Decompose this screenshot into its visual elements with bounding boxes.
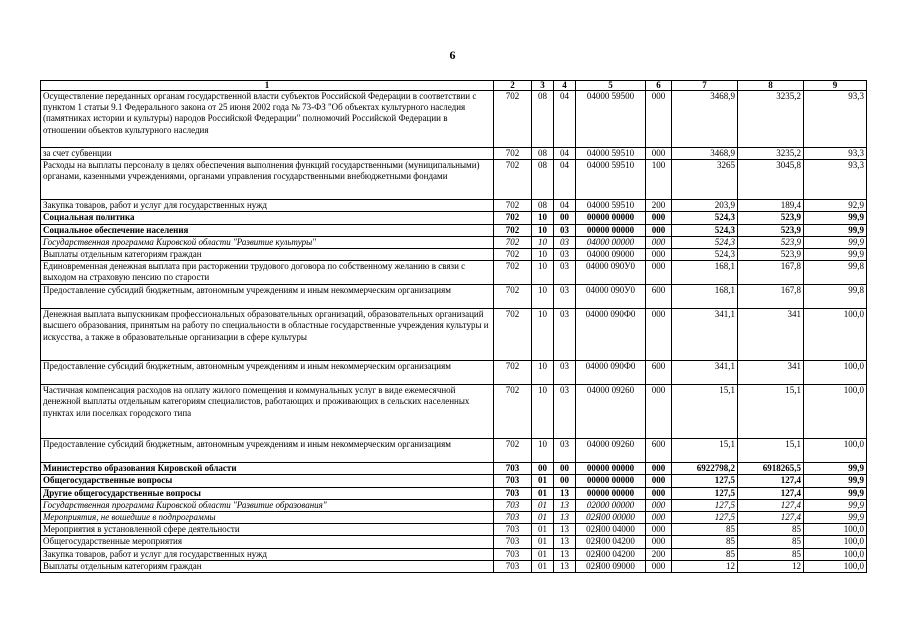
expense-name: Осуществление переданных органам государственной власти субъектов Российской Федерации в соответствии с пунктом 1 статьи 9.1 Федерального закона от 25 июня 2002 года № 73-ФЗ "Об объектах культурного наследия (памятниках истории и культуры) народов Российской Федерации" полномочий Российской Федерации в отношении объектов культурного наследия xyxy=(41,91,494,148)
executed-amount: 85 xyxy=(738,524,804,536)
execution-percent: 99,9 xyxy=(804,249,867,261)
expense-name: Предоставление субсидий бюджетным, автономным учреждениям и иным некоммерческим организациям xyxy=(41,285,494,309)
column-number-2: 2 xyxy=(494,81,532,91)
executed-amount: 15,1 xyxy=(738,385,804,439)
table-row xyxy=(41,200,867,212)
ministry-code: 702 xyxy=(494,285,532,309)
executed-amount: 523,9 xyxy=(738,212,804,224)
subsection-code: 04 xyxy=(554,160,576,200)
section-code: 10 xyxy=(532,439,554,463)
subsection-code: 00 xyxy=(554,463,576,475)
section-code: 10 xyxy=(532,309,554,361)
executed-amount: 189,4 xyxy=(738,200,804,212)
execution-percent: 100,0 xyxy=(804,309,867,361)
execution-percent: 99,9 xyxy=(804,475,867,487)
subsection-code: 03 xyxy=(554,385,576,439)
ministry-code: 703 xyxy=(494,499,532,511)
section-code: 10 xyxy=(532,261,554,285)
expense-name: Выплаты отдельным категориям граждан xyxy=(41,249,494,261)
subsection-code: 03 xyxy=(554,439,576,463)
execution-percent: 99,8 xyxy=(804,261,867,285)
subsection-code: 13 xyxy=(554,512,576,524)
expense-type-code: 000 xyxy=(646,560,672,572)
expense-type-code: 000 xyxy=(646,309,672,361)
column-number-5: 5 xyxy=(576,81,646,91)
table-row xyxy=(41,475,867,487)
ministry-code: 703 xyxy=(494,536,532,548)
target-article-code: 04000 090Ф0 xyxy=(576,361,646,385)
subsection-code: 04 xyxy=(554,91,576,148)
subsection-code: 13 xyxy=(554,487,576,499)
expense-type-code: 100 xyxy=(646,160,672,200)
ministry-code: 703 xyxy=(494,475,532,487)
section-code: 10 xyxy=(532,361,554,385)
expense-type-code: 000 xyxy=(646,463,672,475)
expense-type-code: 000 xyxy=(646,385,672,439)
ministry-code: 702 xyxy=(494,160,532,200)
subsection-code: 13 xyxy=(554,499,576,511)
target-article-code: 04000 59500 xyxy=(576,91,646,148)
planned-amount: 15,1 xyxy=(672,439,738,463)
planned-amount: 85 xyxy=(672,536,738,548)
subsection-code: 03 xyxy=(554,236,576,248)
ministry-code: 702 xyxy=(494,91,532,148)
target-article-code: 02Я00 04200 xyxy=(576,548,646,560)
subsection-code: 04 xyxy=(554,200,576,212)
column-number-3: 3 xyxy=(532,81,554,91)
subsection-code: 13 xyxy=(554,548,576,560)
target-article-code: 00000 00000 xyxy=(576,487,646,499)
table-body xyxy=(41,81,867,573)
execution-percent: 99,8 xyxy=(804,285,867,309)
expense-name: Социальное обеспечение населения xyxy=(41,224,494,236)
target-article-code: 00000 00000 xyxy=(576,463,646,475)
table-row xyxy=(41,91,867,148)
ministry-code: 703 xyxy=(494,487,532,499)
execution-percent: 93,3 xyxy=(804,91,867,148)
table-row xyxy=(41,512,867,524)
subsection-code: 03 xyxy=(554,285,576,309)
budget-table xyxy=(40,80,867,573)
subsection-code: 03 xyxy=(554,361,576,385)
executed-amount: 3235,2 xyxy=(738,148,804,160)
target-article-code: 04000 09000 xyxy=(576,249,646,261)
expense-type-code: 000 xyxy=(646,148,672,160)
section-code: 01 xyxy=(532,499,554,511)
execution-percent: 93,3 xyxy=(804,160,867,200)
target-article-code: 04000 09260 xyxy=(576,385,646,439)
target-article-code: 04000 59510 xyxy=(576,160,646,200)
executed-amount: 6918265,5 xyxy=(738,463,804,475)
ministry-code: 702 xyxy=(494,224,532,236)
executed-amount: 85 xyxy=(738,536,804,548)
execution-percent: 100,0 xyxy=(804,560,867,572)
table-row xyxy=(41,560,867,572)
executed-amount: 127,4 xyxy=(738,475,804,487)
subsection-code: 03 xyxy=(554,309,576,361)
expense-name: Общегосударственные вопросы xyxy=(41,475,494,487)
column-number-1: 1 xyxy=(41,81,494,91)
executed-amount: 523,9 xyxy=(738,249,804,261)
table-row xyxy=(41,249,867,261)
planned-amount: 203,9 xyxy=(672,200,738,212)
executed-amount: 15,1 xyxy=(738,439,804,463)
subsection-code: 13 xyxy=(554,536,576,548)
target-article-code: 02Я00 04000 xyxy=(576,524,646,536)
planned-amount: 85 xyxy=(672,548,738,560)
ministry-code: 703 xyxy=(494,548,532,560)
planned-amount: 127,5 xyxy=(672,499,738,511)
expense-type-code: 200 xyxy=(646,548,672,560)
section-code: 10 xyxy=(532,224,554,236)
executed-amount: 127,4 xyxy=(738,499,804,511)
execution-percent: 92,9 xyxy=(804,200,867,212)
execution-percent: 99,9 xyxy=(804,212,867,224)
table-row xyxy=(41,148,867,160)
table-row xyxy=(41,212,867,224)
planned-amount: 3265 xyxy=(672,160,738,200)
executed-amount: 127,4 xyxy=(738,487,804,499)
expense-name: Единовременная денежная выплата при расторжении трудового договора по собственному желанию в связи с выходом на страховую пенсию по старости xyxy=(41,261,494,285)
planned-amount: 168,1 xyxy=(672,261,738,285)
expense-type-code: 000 xyxy=(646,475,672,487)
target-article-code: 00000 00000 xyxy=(576,475,646,487)
ministry-code: 703 xyxy=(494,560,532,572)
table-row xyxy=(41,487,867,499)
section-code: 01 xyxy=(532,512,554,524)
subsection-code: 00 xyxy=(554,475,576,487)
target-article-code: 04000 090Ф0 xyxy=(576,309,646,361)
subsection-code: 03 xyxy=(554,261,576,285)
expense-name: Частичная компенсация расходов на оплату жилого помещения и коммунальных услуг в виде ежемесячной денежной выплаты отдельным категориям специалистов, работающих и проживающих в сельских населенных пунктах или поселках городского типа xyxy=(41,385,494,439)
planned-amount: 15,1 xyxy=(672,385,738,439)
target-article-code: 02000 00000 xyxy=(576,499,646,511)
expense-name: Социальная политика xyxy=(41,212,494,224)
expense-type-code: 200 xyxy=(646,200,672,212)
executed-amount: 85 xyxy=(738,548,804,560)
planned-amount: 12 xyxy=(672,560,738,572)
executed-amount: 3235,2 xyxy=(738,91,804,148)
table-row xyxy=(41,524,867,536)
section-code: 01 xyxy=(532,536,554,548)
expense-name: Государственная программа Кировской области "Развитие образования" xyxy=(41,499,494,511)
section-code: 10 xyxy=(532,285,554,309)
table-row xyxy=(41,385,867,439)
planned-amount: 524,3 xyxy=(672,224,738,236)
expense-type-code: 000 xyxy=(646,487,672,499)
ministry-code: 702 xyxy=(494,385,532,439)
expense-type-code: 000 xyxy=(646,536,672,548)
expense-type-code: 600 xyxy=(646,361,672,385)
expense-type-code: 000 xyxy=(646,249,672,261)
expense-name: Предоставление субсидий бюджетным, автономным учреждениям и иным некоммерческим организациям xyxy=(41,439,494,463)
table-row xyxy=(41,361,867,385)
ministry-code: 702 xyxy=(494,309,532,361)
target-article-code: 04000 090У0 xyxy=(576,285,646,309)
expense-type-code: 000 xyxy=(646,524,672,536)
section-code: 01 xyxy=(532,475,554,487)
subsection-code: 00 xyxy=(554,212,576,224)
planned-amount: 341,1 xyxy=(672,361,738,385)
table-row xyxy=(41,499,867,511)
section-code: 08 xyxy=(532,200,554,212)
expense-type-code: 000 xyxy=(646,224,672,236)
target-article-code: 00000 00000 xyxy=(576,212,646,224)
section-code: 08 xyxy=(532,91,554,148)
subsection-code: 13 xyxy=(554,524,576,536)
ministry-code: 702 xyxy=(494,439,532,463)
target-article-code: 02Я00 00000 xyxy=(576,512,646,524)
planned-amount: 168,1 xyxy=(672,285,738,309)
target-article-code: 04000 00000 xyxy=(576,236,646,248)
subsection-code: 03 xyxy=(554,224,576,236)
ministry-code: 702 xyxy=(494,212,532,224)
section-code: 08 xyxy=(532,148,554,160)
ministry-code: 702 xyxy=(494,249,532,261)
subsection-code: 13 xyxy=(554,560,576,572)
ministry-code: 703 xyxy=(494,463,532,475)
execution-percent: 99,9 xyxy=(804,487,867,499)
planned-amount: 127,5 xyxy=(672,487,738,499)
planned-amount: 524,3 xyxy=(672,212,738,224)
column-number-7: 7 xyxy=(672,81,738,91)
expense-name: Предоставление субсидий бюджетным, автономным учреждениям и иным некоммерческим организациям xyxy=(41,361,494,385)
column-number-4: 4 xyxy=(554,81,576,91)
executed-amount: 523,9 xyxy=(738,224,804,236)
execution-percent: 99,9 xyxy=(804,499,867,511)
execution-percent: 100,0 xyxy=(804,548,867,560)
table-row xyxy=(41,261,867,285)
execution-percent: 99,9 xyxy=(804,224,867,236)
section-code: 00 xyxy=(532,463,554,475)
executed-amount: 523,9 xyxy=(738,236,804,248)
execution-percent: 100,0 xyxy=(804,536,867,548)
execution-percent: 100,0 xyxy=(804,439,867,463)
section-code: 01 xyxy=(532,524,554,536)
execution-percent: 93,3 xyxy=(804,148,867,160)
ministry-code: 702 xyxy=(494,261,532,285)
target-article-code: 04000 59510 xyxy=(576,148,646,160)
target-article-code: 04000 59510 xyxy=(576,200,646,212)
table-row xyxy=(41,309,867,361)
expense-type-code: 600 xyxy=(646,285,672,309)
execution-percent: 99,9 xyxy=(804,236,867,248)
section-code: 10 xyxy=(532,249,554,261)
expense-type-code: 000 xyxy=(646,212,672,224)
execution-percent: 99,9 xyxy=(804,463,867,475)
table-row xyxy=(41,439,867,463)
ministry-code: 702 xyxy=(494,361,532,385)
target-article-code: 00000 00000 xyxy=(576,224,646,236)
expense-name: Денежная выплата выпускникам профессиональных образовательных организаций, образовательных организаций высшего образования, принятым на работу по специальности в областные государственные учреждения культуры и искусства, а также в образовательные организации в сфере культуры xyxy=(41,309,494,361)
expense-type-code: 000 xyxy=(646,91,672,148)
expense-name: Другие общегосударственные вопросы xyxy=(41,487,494,499)
target-article-code: 04000 09260 xyxy=(576,439,646,463)
table-row xyxy=(41,285,867,309)
executed-amount: 341 xyxy=(738,309,804,361)
planned-amount: 3468,9 xyxy=(672,91,738,148)
target-article-code: 02Я00 09000 xyxy=(576,560,646,572)
column-number-6: 6 xyxy=(646,81,672,91)
planned-amount: 85 xyxy=(672,524,738,536)
executed-amount: 3045,8 xyxy=(738,160,804,200)
ministry-code: 702 xyxy=(494,148,532,160)
target-article-code: 02Я00 04200 xyxy=(576,536,646,548)
planned-amount: 3468,9 xyxy=(672,148,738,160)
ministry-code: 702 xyxy=(494,236,532,248)
expense-name: Министерство образования Кировской области xyxy=(41,463,494,475)
execution-percent: 100,0 xyxy=(804,385,867,439)
table-row xyxy=(41,160,867,200)
column-number-8: 8 xyxy=(738,81,804,91)
executed-amount: 341 xyxy=(738,361,804,385)
section-code: 01 xyxy=(532,487,554,499)
planned-amount: 127,5 xyxy=(672,512,738,524)
planned-amount: 524,3 xyxy=(672,249,738,261)
expense-type-code: 000 xyxy=(646,261,672,285)
expense-name: Общегосударственные мероприятия xyxy=(41,536,494,548)
expense-name: Закупка товаров, работ и услуг для государственных нужд xyxy=(41,548,494,560)
subsection-code: 04 xyxy=(554,148,576,160)
section-code: 10 xyxy=(532,236,554,248)
expense-type-code: 000 xyxy=(646,512,672,524)
execution-percent: 99,9 xyxy=(804,512,867,524)
execution-percent: 100,0 xyxy=(804,361,867,385)
table-row xyxy=(41,463,867,475)
ministry-code: 703 xyxy=(494,524,532,536)
section-code: 01 xyxy=(532,560,554,572)
planned-amount: 127,5 xyxy=(672,475,738,487)
table-row xyxy=(41,536,867,548)
planned-amount: 341,1 xyxy=(672,309,738,361)
expense-type-code: 000 xyxy=(646,236,672,248)
expense-type-code: 000 xyxy=(646,499,672,511)
expense-name: Мероприятия в установленной сфере деятельности xyxy=(41,524,494,536)
table-row xyxy=(41,548,867,560)
planned-amount: 524,3 xyxy=(672,236,738,248)
expense-type-code: 600 xyxy=(646,439,672,463)
executed-amount: 167,8 xyxy=(738,261,804,285)
column-number-9: 9 xyxy=(804,81,867,91)
target-article-code: 04000 090У0 xyxy=(576,261,646,285)
ministry-code: 703 xyxy=(494,512,532,524)
executed-amount: 167,8 xyxy=(738,285,804,309)
expense-name: Расходы на выплаты персоналу в целях обеспечения выполнения функций государственными (муниципальными) органами, казенными учреждениями, органами управления государственными внебюджетными фондами xyxy=(41,160,494,200)
section-code: 10 xyxy=(532,385,554,439)
expense-name: Мероприятия, не вошедшие в подпрограммы xyxy=(41,512,494,524)
execution-percent: 100,0 xyxy=(804,524,867,536)
executed-amount: 12 xyxy=(738,560,804,572)
column-number-row xyxy=(41,81,867,91)
subsection-code: 03 xyxy=(554,249,576,261)
table-row xyxy=(41,224,867,236)
expense-name: за счет субвенции xyxy=(41,148,494,160)
expense-name: Выплаты отдельным категориям граждан xyxy=(41,560,494,572)
table-row xyxy=(41,236,867,248)
page-number: 6 xyxy=(449,48,456,62)
executed-amount: 127,4 xyxy=(738,512,804,524)
expense-name: Государственная программа Кировской области "Развитие культуры" xyxy=(41,236,494,248)
ministry-code: 702 xyxy=(494,200,532,212)
planned-amount: 6922798,2 xyxy=(672,463,738,475)
section-code: 01 xyxy=(532,548,554,560)
expense-name: Закупка товаров, работ и услуг для государственных нужд xyxy=(41,200,494,212)
section-code: 08 xyxy=(532,160,554,200)
section-code: 10 xyxy=(532,212,554,224)
